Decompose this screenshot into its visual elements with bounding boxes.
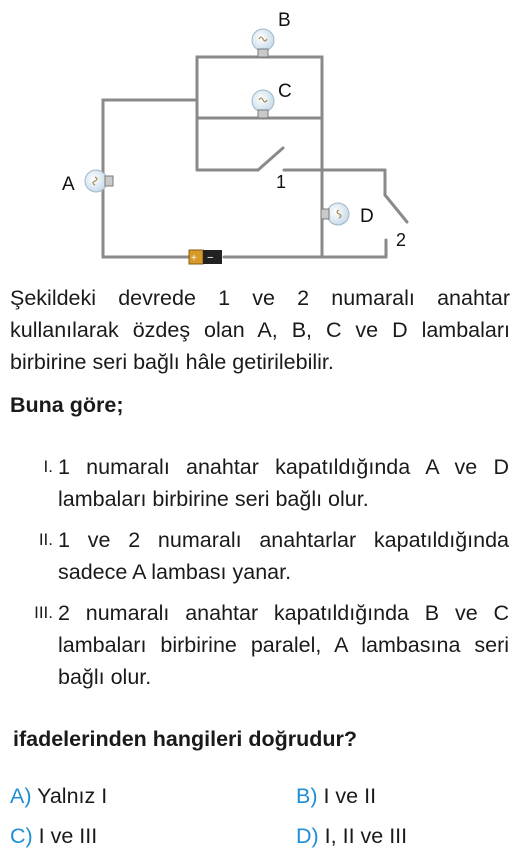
question-lead: Buna göre; xyxy=(10,393,124,417)
option-text: I ve III xyxy=(38,824,98,848)
option-d[interactable] xyxy=(296,824,407,849)
label-switch-2: 2 xyxy=(396,230,407,250)
statement-numeral: II. xyxy=(38,530,53,549)
option-text: I, II ve III xyxy=(324,824,408,848)
option-key: C) xyxy=(10,824,33,848)
circuit-diagram xyxy=(0,0,520,275)
option-key: B) xyxy=(296,784,318,808)
lamp-b xyxy=(252,29,274,57)
label-b: B xyxy=(278,10,291,31)
statement-text: 2 numaralı anahtar kapatıldığında B ve C lambaları birbirine paralel, A lambasına seri bağlı olur. xyxy=(58,601,509,689)
question-prompt: ifadelerinden hangileri doğrudur? xyxy=(13,727,358,751)
label-switch-1: 1 xyxy=(276,172,287,192)
label-c: C xyxy=(278,81,292,102)
option-c[interactable] xyxy=(10,824,97,849)
circuit-wires xyxy=(103,57,407,257)
lamp-d xyxy=(321,203,349,225)
lamp-c xyxy=(252,90,274,118)
option-key: A) xyxy=(10,784,32,808)
option-text: I ve II xyxy=(323,784,377,808)
svg-text:+: + xyxy=(191,253,197,264)
statement-text: 1 numaralı anahtar kapatıldığında A ve D lambaları birbirine seri bağlı olur. xyxy=(58,455,509,511)
lamp-a xyxy=(85,170,113,192)
label-a: A xyxy=(62,174,75,195)
battery xyxy=(189,250,222,264)
label-d: D xyxy=(360,206,374,227)
statement-text: 1 ve 2 numaralı anahtarlar kapatıldığında sadece A lambası yanar. xyxy=(58,528,509,584)
question-intro: Şekildeki devrede 1 ve 2 numaralı anahtar kullanılarak özdeş olan A, B, C ve D lambaları birbirine seri bağlı hâle getirilebilir. xyxy=(10,286,510,374)
option-text: Yalnız I xyxy=(37,784,108,808)
statement-numeral: I. xyxy=(43,457,53,476)
option-b[interactable] xyxy=(296,784,376,809)
statement-numeral: III. xyxy=(34,603,53,622)
option-a[interactable] xyxy=(10,784,107,809)
svg-text:−: − xyxy=(207,252,214,264)
option-key: D) xyxy=(296,824,319,848)
